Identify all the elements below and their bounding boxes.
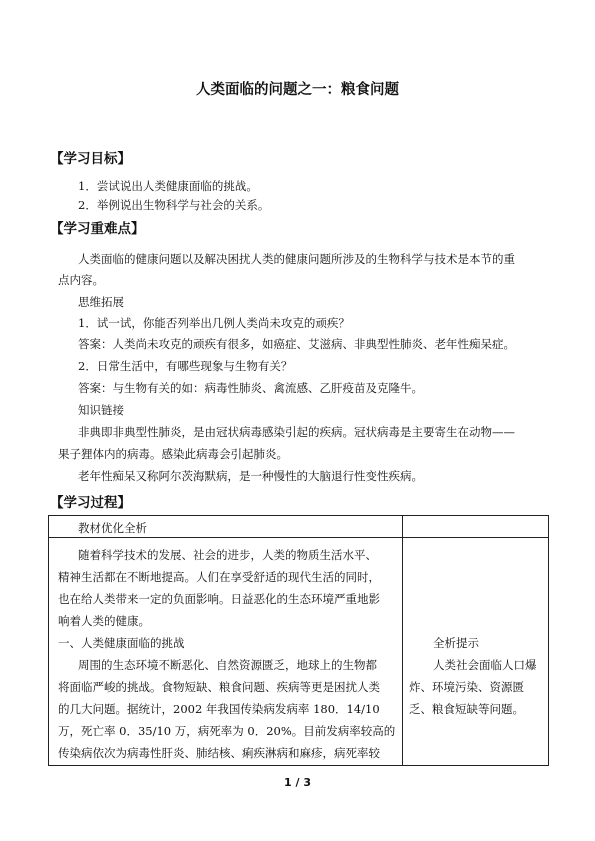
table-line: 精神生活都在不断地提高。人们在享受舒适的现代生活的同时， [58,570,380,584]
table-line: 万，死亡率 0．35/10 万，病死率为 0．20%。目前发病率较高的 [58,724,396,738]
table-line: 将面临严峻的挑战。食物短缺、粮食问题、疾病等更是困扰人类 [58,680,380,694]
page-number: 1 / 3 [284,776,311,789]
tip-line: 乏、粮食短缺等问题。 [409,702,524,716]
table-line: 也在给人类带来一定的负面影响。日益恶化的生态环境严重地影 [58,592,380,606]
question-1: 1．试一试，你能否列举出几例人类尚未攻克的顽疾？ [78,316,350,330]
table-line: 随着科学技术的发展、社会的进步，人类的物质生活水平、 [78,548,377,562]
goal-item: 1．尝试说出人类健康面临的挑战。 [78,179,258,193]
section-heading-goals: 【学习目标】 [50,151,131,167]
table-line: 周围的生态环境不断恶化、自然资源匮乏，地球上的生物都 [78,658,377,672]
knowledge-text: 非典即非典型性肺炎，是由冠状病毒感染引起的疾病。冠状病毒是主要寄生在动物—— [78,425,515,439]
key-points-intro: 人类面临的健康问题以及解决困扰人类的健康问题所涉及的生物科学与技术是本节的重 [78,252,515,266]
table-divider [402,516,403,765]
table-line: 的几大问题。据统计，2002 年我国传染病发病率 180．14/10 [58,702,380,716]
table-subheading: 一、人类健康面临的挑战 [58,636,185,650]
goal-item: 2．举例说出生物科学与社会的关系。 [78,198,270,212]
table-line: 响着人类的健康。 [58,614,150,628]
table-header-left: 教材优化全析 [78,521,147,535]
table-divider [49,537,548,538]
section-heading-process: 【学习过程】 [50,495,131,511]
tip-title: 全析提示 [433,636,479,650]
table-line: 传染病依次为病毒性肝炎、肺结核、痢疾淋病和麻疹，病死率较 [58,746,380,760]
knowledge-text: 果子狸体内的病毒。感染此病毒会引起肺炎。 [58,447,288,461]
knowledge-text: 老年性痴呆又称阿尔茨海默病，是一种慢性的大脑退行性变性疾病。 [78,469,423,483]
page-title: 人类面临的问题之一：粮食问题 [196,82,399,98]
question-2: 2．日常生活中，有哪些现象与生物有关？ [78,359,293,373]
tip-line: 炸、环境污染、资源匮 [409,680,524,694]
knowledge-label: 知识链接 [78,403,124,417]
thinking-label: 思维拓展 [78,295,124,309]
study-table [48,515,549,766]
answer-1: 答案：人类尚未攻克的顽疾有很多，如癌症、艾滋病、非典型性肺炎、老年性痴呆症。 [78,337,515,351]
tip-line: 人类社会面临人口爆 [433,658,537,672]
key-points-intro: 点内容。 [58,273,104,287]
answer-2: 答案：与生物有关的如：病毒性肺炎、禽流感、乙肝疫苗及克隆牛。 [78,381,423,395]
section-heading-key-points: 【学习重难点】 [50,221,145,237]
